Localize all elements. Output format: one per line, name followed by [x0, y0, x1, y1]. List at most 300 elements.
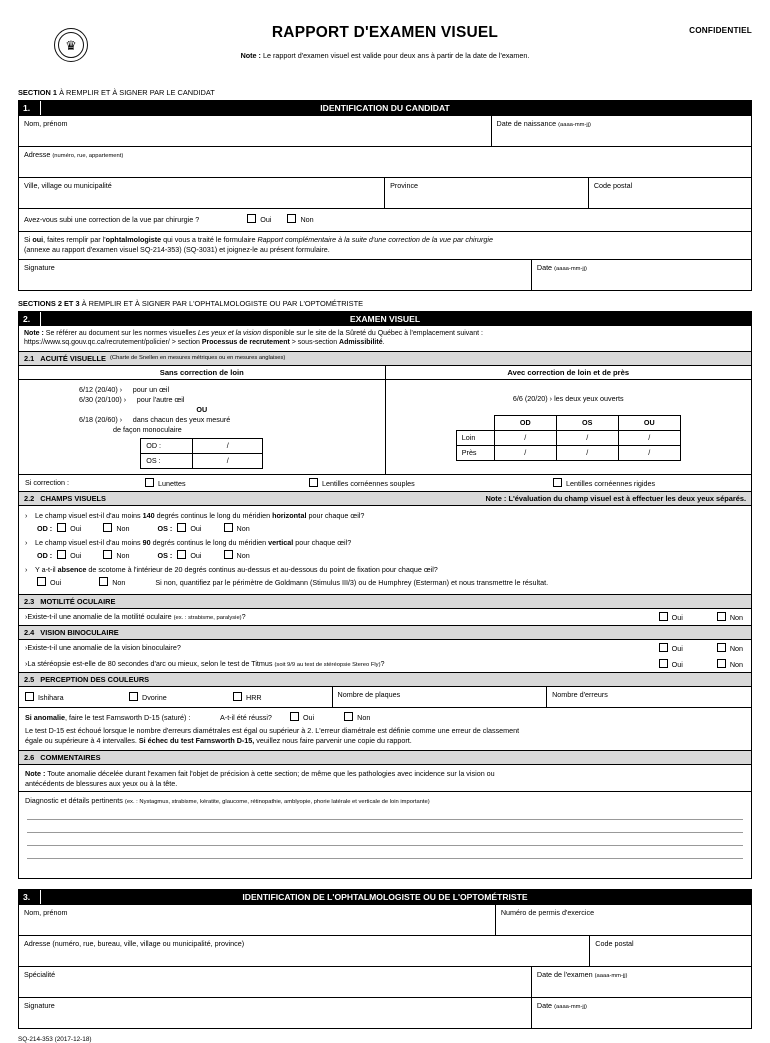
label-si-anomalie: Si anomalie [25, 712, 65, 722]
slash-os: / [226, 456, 229, 466]
si-oui-part4: (annexe au rapport d'examen visuel SQ-214-353) (SQ-3031) et joignez-le au présent formulaire. [24, 245, 330, 255]
label-non: Non [112, 577, 126, 587]
question-text [35, 565, 745, 574]
acuity-value-3: 6/18 (20/60) [79, 414, 118, 424]
section23-heading-rest: À REMPLIR ET À SIGNER PAR L'OPHTALMOLOGISTE OU PAR L'OPTOMÉTRISTE [79, 298, 364, 308]
acuity-od-os-table [140, 438, 263, 469]
coat-of-arms-icon [54, 28, 88, 62]
acuity-line-2 [79, 395, 379, 404]
label-nom-prenom: Nom, prénom [24, 119, 68, 128]
confidentiel-label: CONFIDENTIEL [689, 26, 752, 35]
q2-a: Le champ visuel est-il d'au moins [35, 537, 143, 547]
subsection-2-3-number: 2.3 [24, 596, 35, 606]
chevron-right-icon: › [25, 643, 28, 653]
subsection-2-6-number: 2.6 [24, 752, 35, 762]
commentaires-note [19, 764, 751, 791]
label-od: OD : [37, 550, 53, 560]
question-champ-horizontal [19, 509, 751, 522]
label-anomalie-text: , faire le test Farnsworth D-15 (saturé) : [64, 712, 191, 722]
checkbox-icon[interactable] [129, 692, 138, 701]
acuity-right [385, 366, 752, 474]
checkbox-icon[interactable] [57, 523, 66, 532]
label-pres: Près [456, 445, 494, 460]
section2-note-label: Note : [24, 329, 44, 337]
perception-couleurs-row [19, 686, 751, 707]
label-chirurgie-question: Avez-vous subi une correction de la vue par chirurgie ? [24, 215, 200, 224]
section1-heading [18, 88, 752, 97]
section2-number: 2. [19, 312, 41, 326]
label-non: Non [729, 659, 743, 669]
label-adresse: Adresse (numéro, rue, bureau, ville, village ou municipalité, province) [24, 939, 245, 949]
subsection-2-6-title: COMMENTAIRES [40, 752, 101, 762]
checkbox-chirurgie-oui[interactable] [247, 214, 271, 224]
acuity-left-inputs [19, 436, 385, 474]
field-praticien-nom[interactable] [19, 905, 495, 935]
checkbox-icon[interactable] [224, 550, 233, 559]
section3-row-signature [19, 997, 751, 1028]
d15-line2b: veuillez nous faire parvenir une copie du rapport. [254, 735, 412, 745]
checkbox-icon[interactable] [309, 478, 318, 487]
diagnostic-label: Diagnostic et détails pertinents [25, 796, 125, 806]
acuity-text-2: pour l'autre œil [136, 394, 185, 404]
question-text-wrap [19, 656, 659, 671]
acuity-value-1: 6/12 (20/40) [79, 384, 118, 394]
subsection-2-1-header [19, 351, 751, 365]
acuity-right-value: 6/6 (20/20) [512, 393, 548, 403]
label-ishihara: Ishihara [38, 692, 64, 702]
label-specialite: Spécialité [24, 970, 56, 980]
column-header-od: OD [494, 415, 556, 430]
checkbox-icon[interactable] [659, 612, 668, 621]
checkbox-icon[interactable] [233, 692, 242, 701]
q1-d: horizontal [272, 510, 307, 520]
label-nom-prenom: Nom, prénom [24, 908, 68, 918]
section3-row-name [19, 904, 751, 935]
label-non: Non [116, 523, 130, 533]
input-loin-ou[interactable] [618, 430, 680, 445]
checkbox-dvorine[interactable] [129, 692, 217, 702]
question-text: Existe-t-il une anomalie de la vision binoculaire? [27, 643, 181, 653]
si-oui-italic: Rapport complémentaire à la suite d'une correction de la vue par chirurgie [257, 235, 493, 244]
input-pres-ou[interactable] [618, 445, 680, 460]
subsection-2-1-hint: (Charte de Snellen en mesures métriques ou en mesures anglaises) [109, 355, 286, 362]
label-oui: Oui [260, 215, 272, 224]
field-specialite[interactable] [19, 967, 531, 997]
field-signature-candidat[interactable] [19, 260, 531, 290]
section1-box [18, 100, 752, 291]
q3-a: Y a-t-il [35, 564, 58, 574]
note-text: L'évaluation du champ visuel est à effectuer les deux yeux séparés. [506, 493, 746, 503]
label-non: Non [357, 712, 371, 722]
question-text-wrap [19, 640, 659, 655]
section1-bar [19, 101, 751, 115]
scotome-followup-text: Si non, quantifiez par le périmètre de Goldmann (Stimulus III/3) ou de Humphrey (Esterman) et nous transmettre le résultat. [155, 577, 549, 587]
section2-note-d: . [382, 339, 385, 347]
field-nombre-plaques[interactable] [332, 687, 547, 707]
label-os: OS : [157, 550, 173, 560]
checkbox-lentilles-rigides[interactable] [553, 478, 655, 488]
chevron-right-icon: › [25, 537, 28, 547]
slash: / [648, 448, 651, 458]
subsection-2-2-number: 2.2 [24, 493, 35, 503]
section3-bar [19, 890, 751, 904]
write-line[interactable] [27, 833, 743, 846]
d15-explanation [19, 724, 751, 750]
label-adresse: Adresse [24, 150, 51, 159]
header-note-label: Note : [240, 51, 261, 60]
input-od-value[interactable] [193, 438, 263, 453]
d15-line2a: égale ou supérieure à 4 intervalles. [25, 735, 139, 745]
checkbox-lunettes[interactable] [145, 478, 295, 488]
acuity-ou-separator: OU [196, 404, 208, 414]
hint-date-naissance: (aaaa-mm-jj) [558, 122, 591, 128]
section2-box [18, 311, 752, 879]
field-permis[interactable] [495, 905, 751, 935]
chevron-right-icon: › [119, 384, 123, 394]
table-row [456, 430, 680, 445]
checkbox-hrr[interactable] [233, 692, 262, 702]
label-oui: Oui [671, 659, 683, 669]
q1-e: pour chaque œil? [306, 510, 365, 520]
question-text [35, 538, 745, 547]
label-si-correction: Si correction : [25, 478, 69, 488]
label-date: Date [536, 262, 553, 272]
motilite-q: Existe-t-il une anomalie de la motilité oculaire [27, 612, 174, 622]
column-header-ou: OU [618, 415, 680, 430]
checkbox-chirurgie-non[interactable] [287, 214, 313, 224]
checkbox-icon[interactable] [553, 478, 562, 487]
crest-inner: ♛ [58, 32, 84, 58]
label-oui: Oui [671, 612, 683, 622]
label-lentilles-rigides: Lentilles cornéennes rigides [566, 478, 656, 488]
section2-note-italic: Les yeux et la vision [197, 329, 261, 337]
checkbox-lentilles-souples[interactable] [309, 478, 539, 488]
si-oui-part2: , faites remplir par l' [43, 235, 106, 244]
d15-line1: Le test D-15 est échoué lorsque le nombre d'erreurs diamétrales est égal ou supérieur à 2. L'erreur diamétrale est définie comme une erreur de classement [25, 725, 520, 735]
q1-a: Le champ visuel est-il d'au moins [35, 510, 143, 520]
header-note-text: Le rapport d'examen visuel est valide pour deux ans à partir de la date de l'examen. [262, 51, 530, 60]
section23-heading-prefix: SECTIONS 2 ET 3 [18, 298, 80, 308]
acuity-right-line [386, 380, 752, 415]
q2-b: 90 [142, 537, 151, 547]
subsection-2-6-header [19, 750, 751, 764]
acuity-left-header: Sans correction de loin [19, 366, 385, 380]
chevron-right-icon: › [123, 394, 127, 404]
input-os-value[interactable] [193, 453, 263, 468]
q1-b: 140 [142, 510, 155, 520]
motilite-q-end: ? [241, 612, 246, 622]
label-oui: Oui [190, 550, 202, 560]
acuity-loin-pres-table [456, 415, 681, 461]
label-nombre-erreurs: Nombre d'erreurs [552, 689, 608, 699]
section2-bar [19, 312, 751, 326]
section3-number: 3. [19, 890, 41, 904]
checkbox-icon[interactable] [247, 214, 256, 223]
label-code-postal: Code postal [595, 939, 634, 949]
group-os-vertical [158, 550, 250, 560]
subsection-2-2-title: CHAMPS VISUELS [40, 493, 106, 503]
field-ville[interactable] [19, 178, 384, 208]
note-label: Note : [25, 768, 46, 778]
question-binoculaire-2 [19, 656, 751, 672]
label-date: Date [536, 1001, 553, 1011]
question-motilite [19, 608, 751, 625]
write-line[interactable] [27, 820, 743, 833]
label-loin: Loin [456, 430, 494, 445]
si-oui-part3: qui vous a traité le formulaire [161, 235, 258, 244]
acuity-text-3b: de façon monoculaire [113, 424, 182, 434]
chevron-right-icon: › [119, 414, 123, 424]
subsection-2-2-note [485, 494, 746, 503]
section2-title: EXAMEN VISUEL [349, 313, 421, 324]
checkbox-icon[interactable] [103, 523, 112, 532]
document-header [18, 24, 752, 80]
section2-note-c: > sous-section [289, 339, 340, 347]
section2-note-a: Se référer au document sur les normes visuelles [43, 329, 198, 337]
field-praticien-code-postal[interactable] [589, 936, 751, 966]
checkbox-icon[interactable] [177, 523, 186, 532]
section1-heading-rest: À REMPLIR ET À SIGNER PAR LE CANDIDAT [57, 88, 215, 97]
question-text-wrap [19, 609, 659, 624]
acuity-right-header: Avec correction de loin et de près [386, 366, 752, 380]
write-line[interactable] [27, 807, 743, 820]
anomalie-row [19, 707, 751, 724]
chevron-right-icon: › [549, 393, 553, 403]
label-non: Non [300, 215, 314, 224]
section1-row-signature [19, 259, 751, 290]
field-nombre-erreurs[interactable] [546, 687, 751, 707]
label-od: OD : [37, 523, 53, 533]
section2-note [19, 326, 751, 351]
section2-note-bold2: Admissibilité [339, 339, 383, 347]
section3-title: IDENTIFICATION DE L'OPHTALMOLOGISTE OU DE L'OPTOMÉTRISTE [242, 892, 528, 903]
slash: / [586, 433, 589, 443]
field-adresse[interactable] [19, 147, 751, 177]
section1-row-chirurgie [19, 208, 751, 231]
acuity-left [19, 366, 385, 474]
section1-row-name [19, 115, 751, 146]
q2-c: degrés continus le long du méridien [150, 537, 269, 547]
chevron-right-icon: › [25, 612, 28, 622]
write-line[interactable] [27, 846, 743, 859]
group-od-vertical [37, 550, 130, 560]
header-note [18, 51, 752, 60]
answers-champ-horizontal [19, 522, 751, 536]
table-row [456, 415, 680, 430]
note-si-oui [19, 232, 751, 259]
label-oui: Oui [671, 643, 683, 653]
section1-heading-prefix: SECTION 1 [18, 88, 58, 97]
section1-number: 1. [19, 101, 41, 115]
q2-d: vertical [268, 537, 294, 547]
section23-heading [18, 299, 752, 308]
label-non: Non [729, 612, 743, 622]
hint-date: (aaaa-mm-jj) [554, 1004, 587, 1011]
field-date-naissance[interactable] [491, 116, 751, 146]
checkbox-icon[interactable] [224, 523, 233, 532]
table-row [456, 445, 680, 460]
table-row [141, 438, 263, 453]
checkbox-icon[interactable] [717, 659, 726, 668]
acuity-line-3 [79, 415, 379, 424]
chevron-right-icon: › [25, 659, 28, 669]
section1-row-adresse [19, 146, 751, 177]
hint-date: (aaaa-mm-jj) [554, 265, 587, 272]
label-oui: Oui [190, 523, 202, 533]
si-oui-part1: Si [24, 235, 33, 244]
write-line[interactable] [27, 859, 743, 872]
label-oui: Oui [70, 550, 82, 560]
checkbox-icon[interactable] [659, 643, 668, 652]
note-label: Note : [485, 493, 507, 503]
label-date-examen: Date de l'examen [536, 970, 593, 980]
label-lentilles-souples: Lentilles cornéennes souples [322, 478, 415, 488]
label-signature: Signature [24, 1001, 55, 1011]
diagnostic-lines[interactable] [19, 805, 751, 878]
champs-visuels-body [19, 505, 751, 594]
si-oui-bold1: oui [32, 235, 44, 244]
chevron-right-icon: › [25, 510, 28, 520]
si-oui-bold2: ophtalmologiste [105, 235, 162, 244]
label-nombre-plaques: Nombre de plaques [337, 689, 401, 699]
slash: / [586, 448, 589, 458]
subsection-2-3-header [19, 594, 751, 608]
checkbox-icon[interactable] [290, 712, 299, 721]
field-code-postal[interactable] [588, 178, 751, 208]
section3-row-adresse [19, 935, 751, 966]
label-oui: Oui [50, 577, 62, 587]
question-text [35, 511, 745, 520]
stereopsie-q: La stéréopsie est-elle de 80 secondes d'arc ou mieux, selon le test de Titmus [27, 659, 275, 669]
subsection-2-5-title: PERCEPTION DES COULEURS [40, 674, 150, 684]
acuity-line-1 [79, 385, 379, 394]
label-code-postal: Code postal [593, 181, 633, 190]
field-praticien-adresse[interactable] [19, 936, 589, 966]
section1-row-sioui [19, 231, 751, 259]
checkbox-icon[interactable] [344, 712, 353, 721]
page-title: RAPPORT D'EXAMEN VISUEL [271, 24, 499, 41]
note-b: antécédents de blessures aux yeux ou à la tête. [25, 778, 178, 788]
motilite-hint: (ex. : strabisme, paralysie) [173, 615, 242, 622]
input-pres-od[interactable] [494, 445, 556, 460]
input-pres-os[interactable] [556, 445, 618, 460]
checkbox-icon[interactable] [25, 692, 34, 701]
label-oui: Oui [302, 712, 315, 722]
label-hrr: HRR [246, 692, 262, 702]
question-scotome [19, 563, 751, 576]
answers-binoculaire-1 [659, 640, 751, 656]
slash: / [524, 433, 527, 443]
label-signature: Signature [24, 262, 55, 272]
label-lunettes: Lunettes [158, 478, 186, 488]
subsection-2-4-title: VISION BINOCULAIRE [40, 627, 119, 637]
checkbox-icon[interactable] [57, 550, 66, 559]
field-date-candidat[interactable] [531, 260, 751, 290]
checkbox-icon[interactable] [717, 612, 726, 621]
question-text [27, 612, 245, 621]
checkbox-icon[interactable] [103, 550, 112, 559]
group-od-horizontal [37, 523, 130, 533]
note-a: Toute anomalie décelée durant l'examen fait l'objet de précision à cette section; de même que les pathologies avec incidence sur la vision ou [45, 768, 495, 778]
acuity-left-lines [19, 380, 385, 436]
group-os-horizontal [158, 523, 250, 533]
subsection-2-5-number: 2.5 [24, 674, 35, 684]
section1-row-ville [19, 177, 751, 208]
form-code-footer: SQ-214-353 (2017-12-18) [18, 1036, 92, 1043]
section2-note-bold1: Processus de recrutement [201, 339, 290, 347]
label-os: OS : [141, 453, 193, 468]
subsection-2-4-number: 2.4 [24, 627, 35, 637]
label-dvorine: Dvorine [142, 692, 167, 702]
section1-title: IDENTIFICATION DU CANDIDAT [320, 103, 450, 113]
question-chirurgie [19, 209, 751, 231]
acuity-right-inputs [386, 415, 752, 466]
input-loin-os[interactable] [556, 430, 618, 445]
field-date-examen[interactable] [531, 967, 751, 997]
section2-note-b: disponible sur le site de la Sûreté du Québec à l'emplacement suivant : [260, 329, 483, 337]
checkbox-icon[interactable] [145, 478, 154, 487]
input-loin-od[interactable] [494, 430, 556, 445]
field-nom-prenom[interactable] [19, 116, 491, 146]
subsection-2-2-header [19, 491, 751, 505]
label-date-naissance: Date de naissance [496, 119, 557, 128]
acuity-table [19, 365, 751, 474]
subsection-2-1-title: ACUITÉ VISUELLE [40, 353, 106, 363]
q3-b: de scotome à l'intérieur de 20 degrés continus au-dessus et au-dessous du point de fixation pour chaque œil? [86, 564, 438, 574]
checkbox-ishihara[interactable] [25, 692, 113, 702]
label-province: Province [390, 181, 419, 190]
subsection-2-3-title: MOTILITÉ OCULAIRE [40, 596, 116, 606]
label-ville: Ville, village ou municipalité [24, 181, 112, 190]
subsection-2-5-header [19, 672, 751, 686]
label-permis: Numéro de permis d'exercice [500, 908, 595, 918]
checkbox-icon[interactable] [37, 577, 46, 586]
checkbox-icon[interactable] [287, 214, 296, 223]
section3-box [18, 889, 752, 1029]
answers-scotome [19, 576, 751, 590]
label-non: Non [729, 643, 743, 653]
label-reussi-question: A-t-il été réussi? [220, 712, 272, 722]
question-champ-vertical [19, 536, 751, 549]
d15-line2-bold: Si échec du test Farnsworth D-15, [138, 735, 255, 745]
section3-row-specialite [19, 966, 751, 997]
checkbox-icon[interactable] [177, 550, 186, 559]
acuity-right-text: les deux yeux ouverts [554, 393, 624, 403]
q1-c: degrés continus le long du méridien [154, 510, 273, 520]
field-province[interactable] [384, 178, 588, 208]
column-header-os: OS [556, 415, 618, 430]
hint-date-examen: (aaaa-mm-jj) [594, 973, 628, 980]
label-os: OS : [157, 523, 173, 533]
acuity-value-2: 6/30 (20/100) [79, 394, 122, 404]
diagnostic-hint: (ex. : Nystagmus, strabisme, kératite, glaucome, rétinopathie, amblyopie, phorie latérale et verticale de loin importante) [124, 799, 430, 806]
section2-note-url[interactable]: https://www.sq.gouv.qc.ca/recrutement/policier/ > section [24, 339, 202, 347]
label-oui: Oui [70, 523, 82, 533]
answers-champ-vertical [19, 549, 751, 563]
answers-motilite [659, 609, 751, 625]
label-non: Non [236, 523, 250, 533]
checkbox-icon[interactable] [99, 577, 108, 586]
checkbox-icon[interactable] [717, 643, 726, 652]
table-row [141, 453, 263, 468]
question-text [27, 659, 384, 668]
checkbox-icon[interactable] [659, 659, 668, 668]
subsection-2-1-number: 2.1 [24, 353, 35, 363]
question-binoculaire-1 [19, 639, 751, 656]
stereopsie-hint: (soit 9/9 au test de stéréopsie Stereo Fly) [274, 662, 381, 669]
diagnostic-label-row [19, 791, 751, 805]
correction-options-row [19, 474, 751, 491]
